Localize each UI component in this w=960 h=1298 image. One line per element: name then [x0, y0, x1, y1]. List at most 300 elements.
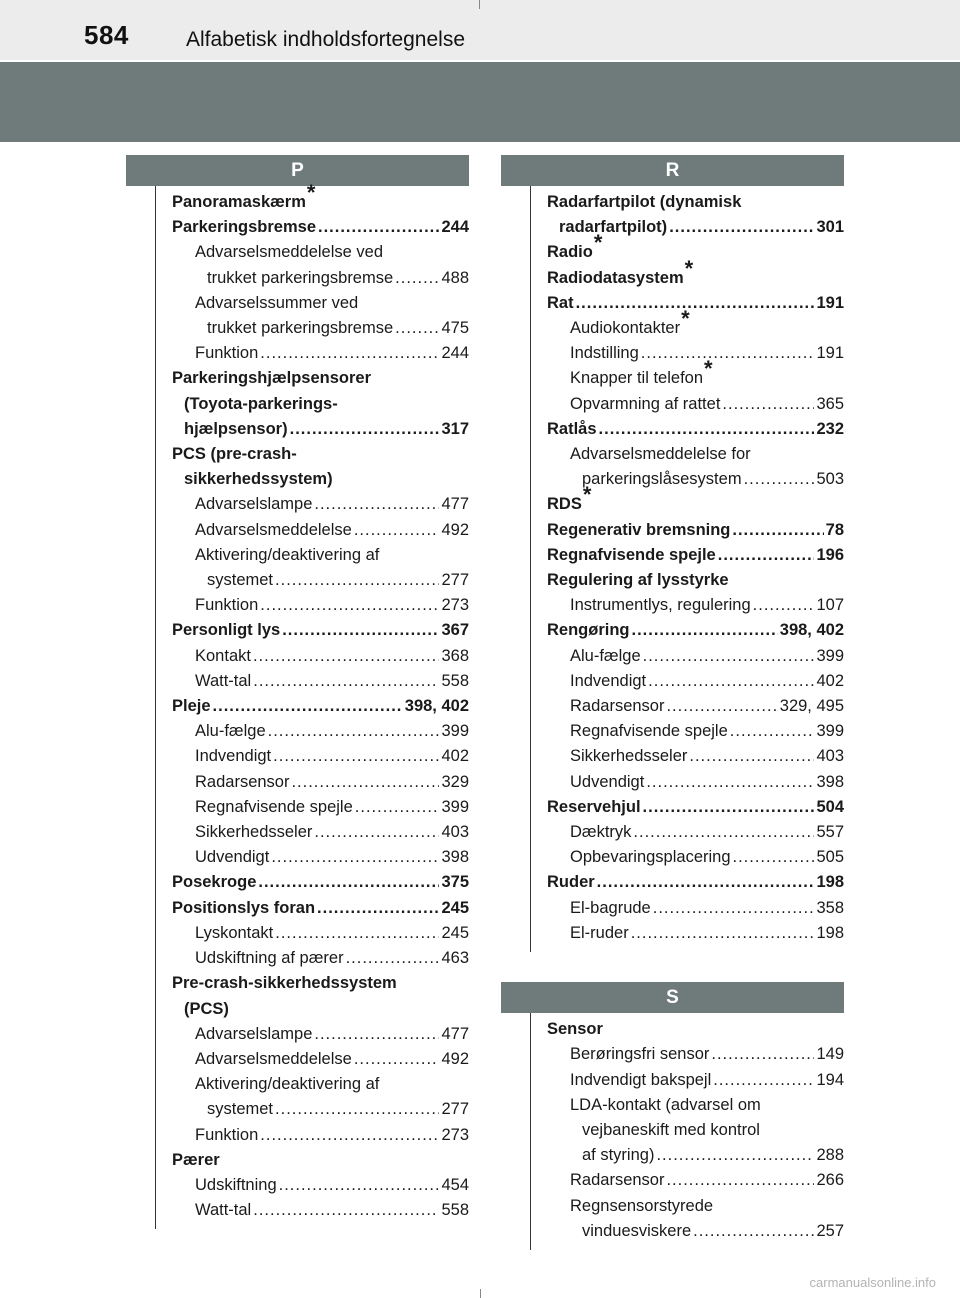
index-entry [547, 795, 844, 820]
asterisk-marker: * [593, 230, 603, 256]
entry-term [547, 482, 592, 517]
entry-page: 358 [816, 898, 844, 917]
entry-term [547, 870, 595, 895]
dot-leader [279, 1173, 440, 1198]
index-entry [547, 190, 844, 215]
entry-page: 277 [441, 1100, 469, 1119]
index-entry [172, 719, 469, 744]
entry-term [570, 341, 639, 366]
entry-page: 399 [441, 722, 469, 741]
entry-text: Funktion [195, 1125, 259, 1144]
entry-text: Parkeringsbremse [172, 218, 316, 237]
index-entry [172, 694, 469, 719]
entry-term [547, 518, 730, 543]
entry-text: Opbevaringsplacering [570, 848, 731, 867]
index-entry [172, 971, 469, 996]
dot-leader [730, 719, 815, 744]
asterisk-marker: * [704, 356, 713, 382]
entry-term [195, 543, 379, 568]
index-entry [547, 1143, 844, 1168]
entry-text: Regulering af lysstyrke [547, 571, 729, 590]
index-entry [172, 997, 469, 1022]
dot-leader [641, 341, 815, 366]
entry-term [570, 896, 651, 921]
entry-term [570, 1093, 761, 1118]
index-entry [547, 568, 844, 593]
entry-text: Sikkerhedsseler [570, 747, 688, 766]
entry-text: Instrumentlys, regulering [570, 596, 751, 615]
entry-term [207, 568, 273, 593]
dot-leader [753, 593, 815, 618]
index-entry [547, 820, 844, 845]
index-entry [547, 482, 844, 517]
entry-text: PCS (pre-crash- [172, 445, 297, 464]
index-entry [172, 518, 469, 543]
dot-leader [282, 618, 439, 643]
dot-leader [732, 518, 823, 543]
entry-text: Radarsensor [195, 772, 290, 791]
entry-term [570, 1042, 709, 1067]
entry-term [172, 971, 397, 996]
entry-text: Sensor [547, 1020, 603, 1039]
entry-text: Udskiftning [195, 1175, 277, 1194]
entry-text: Alu-fælge [195, 722, 266, 741]
entry-page: 365 [816, 394, 844, 413]
entry-term [547, 255, 694, 291]
entry-term [559, 215, 667, 240]
dot-leader [633, 820, 814, 845]
entry-term [184, 417, 288, 442]
dot-leader [669, 215, 814, 240]
index-entry [547, 306, 844, 341]
entry-page: 488 [441, 268, 469, 287]
entry-text: El-ruder [570, 923, 629, 942]
entry-text: LDA-kontakt (advarsel om [570, 1095, 761, 1114]
section-p [126, 155, 469, 1229]
entry-term [547, 1017, 603, 1042]
entry-term [570, 306, 690, 341]
entry-text: Sikkerhedsseler [195, 823, 313, 842]
index-entry [172, 1198, 469, 1223]
entry-term [570, 442, 751, 467]
entry-term [172, 366, 371, 391]
entry-text: Opvarmning af rattet [570, 394, 721, 413]
entry-term [570, 744, 687, 769]
entry-page: 402 [816, 671, 844, 690]
entry-page: 367 [441, 621, 469, 640]
entry-text: Dæktryk [570, 823, 632, 842]
entry-text: radarfartpilot) [559, 218, 668, 237]
dot-leader [273, 744, 439, 769]
entry-term [582, 467, 742, 492]
entry-text: Regnafvisende spejle [195, 797, 353, 816]
index-entry [172, 618, 469, 643]
dot-leader [317, 896, 439, 921]
section-entries [501, 186, 844, 952]
entry-page: 257 [816, 1221, 844, 1240]
index-entry [547, 392, 844, 417]
index-entry [547, 1042, 844, 1067]
entry-term [547, 190, 741, 215]
index-entry [547, 467, 844, 492]
dot-leader [722, 392, 814, 417]
entry-text: Radarfartpilot (dynamisk [547, 193, 742, 211]
entry-page: 398, 402 [404, 697, 469, 716]
index-entry [547, 921, 844, 946]
index-entry [547, 341, 844, 366]
dot-leader [291, 770, 439, 795]
index-entry [547, 870, 844, 895]
entry-text: Advarselsmeddelelse ved [195, 243, 384, 262]
entry-page: 277 [441, 571, 469, 590]
entry-term [195, 1123, 258, 1148]
dot-leader [260, 341, 439, 366]
entry-text: Positionslys foran [172, 898, 316, 917]
dot-leader [666, 694, 777, 719]
entry-text: Panoramaskærm [172, 193, 306, 211]
dot-leader [355, 795, 440, 820]
index-entry [547, 215, 844, 240]
entry-term [172, 896, 315, 921]
index-entry [172, 1022, 469, 1047]
entry-text: Rat [547, 293, 574, 312]
watermark: carmanualsonline.info [809, 1275, 936, 1290]
entry-text: Kontakt [195, 646, 251, 665]
dot-leader [318, 215, 439, 240]
dot-leader [275, 568, 439, 593]
entry-term [547, 568, 729, 593]
entry-term [570, 644, 641, 669]
dot-leader [271, 845, 439, 870]
index-entry [172, 845, 469, 870]
dot-leader [656, 1143, 814, 1168]
index-entry [172, 669, 469, 694]
entry-term [195, 921, 273, 946]
entry-page: 463 [441, 949, 469, 968]
entry-text: Radarsensor [570, 1171, 665, 1190]
entry-page: 194 [816, 1070, 844, 1089]
index-entry [172, 770, 469, 795]
entry-page: 245 [441, 898, 469, 917]
index-entry [547, 694, 844, 719]
index-entry [547, 744, 844, 769]
dot-leader [253, 669, 439, 694]
entry-text: Reservehjul [547, 797, 641, 816]
entry-text: Regnsensorstyrede [570, 1196, 714, 1215]
crop-mark [480, 1289, 481, 1298]
dot-leader [646, 770, 814, 795]
entry-term [195, 770, 289, 795]
entry-term [195, 341, 258, 366]
entry-page: 492 [441, 520, 469, 539]
dot-leader [597, 870, 815, 895]
entry-page: 398 [441, 848, 469, 867]
entry-text: Ruder [547, 873, 595, 892]
dot-leader [346, 946, 440, 971]
entry-text: Indvendigt [570, 671, 647, 690]
index-entry [547, 644, 844, 669]
entry-page: 558 [441, 671, 469, 690]
entry-page: 149 [816, 1045, 844, 1064]
entry-page: 196 [816, 545, 844, 564]
dot-leader [314, 492, 439, 517]
entry-page: 398, 402 [779, 621, 844, 640]
index-entry [547, 669, 844, 694]
section-r [501, 155, 844, 952]
dot-leader [689, 744, 814, 769]
section-entries [126, 180, 469, 1229]
entry-page: 375 [441, 873, 469, 892]
index-entry [547, 1118, 844, 1143]
dot-leader [395, 316, 439, 341]
index-entry [547, 442, 844, 467]
entry-text: hjælpsensor) [184, 419, 288, 438]
entry-term [207, 1097, 273, 1122]
index-entry [172, 392, 469, 417]
entry-term [570, 669, 646, 694]
entry-term [195, 946, 344, 971]
dot-leader [213, 694, 403, 719]
entry-page: 402 [441, 747, 469, 766]
entry-page: 403 [816, 747, 844, 766]
entry-page: 399 [816, 646, 844, 665]
dot-leader [653, 896, 815, 921]
entry-term [207, 266, 393, 291]
entry-text: Indvendigt [195, 747, 272, 766]
entry-text: Radiodatasystem [547, 268, 684, 287]
index-entry [172, 266, 469, 291]
index-entry [547, 1068, 844, 1093]
dot-leader [275, 1097, 439, 1122]
entry-term [184, 997, 229, 1022]
entry-text: Aktivering/deaktivering af [195, 545, 380, 564]
entry-term [184, 392, 338, 417]
index-entry [172, 341, 469, 366]
entry-text: El-bagrude [570, 898, 651, 917]
index-entry [547, 618, 844, 643]
section-s [501, 982, 844, 1250]
entry-term [195, 291, 358, 316]
entry-text: Alu-fælge [570, 646, 641, 665]
entry-term [195, 1047, 352, 1072]
header-band [0, 62, 960, 142]
index-entry [172, 870, 469, 895]
dot-leader [576, 291, 815, 316]
entry-page: 191 [816, 293, 844, 312]
entry-term [570, 1168, 664, 1193]
entry-page: 505 [816, 848, 844, 867]
entry-page: 266 [816, 1171, 844, 1190]
entry-text: trukket parkeringsbremse [207, 319, 394, 338]
index-entry [172, 1173, 469, 1198]
entry-term [570, 719, 728, 744]
index-entry [547, 255, 844, 291]
index-entry [172, 215, 469, 240]
entry-page: 399 [441, 797, 469, 816]
entry-text: Ratlås [547, 419, 597, 438]
entry-text: Advarselsmeddelelse [195, 1049, 352, 1068]
entry-page: 477 [441, 1024, 469, 1043]
entry-term [195, 593, 258, 618]
page-title: Alfabetisk indholdsfortegnelse [186, 28, 466, 51]
entry-text: Personligt lys [172, 621, 281, 640]
index-entry [547, 770, 844, 795]
entry-text: Audiokontakter [570, 319, 681, 338]
entry-page: 78 [825, 520, 844, 539]
entry-term [570, 593, 751, 618]
entry-page: 198 [816, 923, 844, 942]
entry-text: Advarselslampe [195, 495, 313, 514]
entry-text: Advarselsmeddelelse for [570, 445, 751, 464]
dot-leader [354, 1047, 440, 1072]
index-entry [547, 230, 844, 265]
index-entry [172, 593, 469, 618]
entry-page: 368 [441, 646, 469, 665]
entry-page: 288 [816, 1146, 844, 1165]
entry-page: 198 [816, 873, 844, 892]
entry-page: 504 [816, 797, 844, 816]
entry-text: Radio [547, 243, 593, 262]
section-letter: P [126, 155, 469, 186]
index-entry [172, 795, 469, 820]
entry-term [195, 820, 312, 845]
index-entry [172, 1123, 469, 1148]
index-entry [172, 180, 469, 215]
index-entry [547, 1017, 844, 1042]
entry-text: Advarselssummer ved [195, 293, 359, 312]
dot-leader [643, 795, 815, 820]
index-entry [172, 467, 469, 492]
entry-text: Udskiftning af pærer [195, 949, 344, 968]
entry-term [547, 618, 630, 643]
dot-leader [643, 644, 815, 669]
entry-page: 557 [816, 823, 844, 842]
entry-text: RDS [547, 495, 582, 514]
entry-term [195, 795, 353, 820]
entry-text: vinduesviskere [582, 1221, 692, 1240]
page-number: 584 [84, 20, 129, 50]
entry-text: Rengøring [547, 621, 630, 640]
asterisk-marker: * [582, 482, 592, 508]
dot-leader [632, 618, 778, 643]
entry-term [547, 417, 597, 442]
entry-term [547, 543, 716, 568]
entry-term [195, 240, 383, 265]
entry-text: Funktion [195, 596, 259, 615]
entry-term [195, 644, 251, 669]
index-entry [172, 921, 469, 946]
entry-term [570, 356, 713, 391]
dot-leader [314, 1022, 439, 1047]
index-entry [172, 1047, 469, 1072]
index-entry [172, 442, 469, 467]
entry-page: 454 [441, 1175, 469, 1194]
section-entries [501, 1013, 844, 1250]
entry-text: Udvendigt [195, 848, 270, 867]
entry-text: vejbaneskift med kontrol [582, 1120, 760, 1139]
entry-page: 273 [441, 1125, 469, 1144]
entry-text: Berøringsfri sensor [570, 1045, 710, 1064]
entry-page: 245 [441, 923, 469, 942]
entry-text: Lyskontakt [195, 923, 274, 942]
entry-page: 558 [441, 1201, 469, 1220]
entry-term [172, 180, 316, 215]
entry-term [570, 694, 664, 719]
dot-leader [314, 820, 439, 845]
entry-term [547, 230, 603, 265]
entry-text: Funktion [195, 344, 259, 363]
entry-text: Regenerativ bremsning [547, 520, 731, 539]
entry-term [195, 1198, 251, 1223]
section-letter: S [501, 982, 844, 1013]
entry-term [195, 518, 352, 543]
entry-term [195, 1173, 277, 1198]
entry-term [207, 316, 393, 341]
entry-page: 232 [816, 419, 844, 438]
entry-page: 399 [816, 722, 844, 741]
index-entry [547, 1168, 844, 1193]
index-entry [172, 1148, 469, 1173]
entry-page: 492 [441, 1049, 469, 1068]
section-letter: R [501, 155, 844, 186]
dot-leader [713, 1068, 814, 1093]
index-entry [547, 719, 844, 744]
index-entry [172, 1097, 469, 1122]
entry-term [172, 1148, 220, 1173]
index-entry [172, 946, 469, 971]
dot-leader [744, 467, 815, 492]
dot-leader [711, 1042, 814, 1067]
entry-page: 317 [441, 419, 469, 438]
index-entry [547, 1093, 844, 1118]
entry-text: Posekroge [172, 873, 257, 892]
entry-text: Udvendigt [570, 772, 645, 791]
dot-leader [648, 669, 814, 694]
entry-text: Radarsensor [570, 697, 665, 716]
dot-leader [290, 417, 440, 442]
index-entry [172, 291, 469, 316]
dot-leader [253, 1198, 439, 1223]
entry-term [195, 719, 266, 744]
entry-term [195, 845, 269, 870]
entry-page: 244 [441, 344, 469, 363]
entry-term [582, 1219, 691, 1244]
entry-text: Regnafvisende spejle [547, 545, 716, 564]
dot-leader [631, 921, 815, 946]
entry-term [547, 291, 574, 316]
dot-leader [268, 719, 440, 744]
index-entry [547, 356, 844, 391]
index-entry [172, 240, 469, 265]
entry-term [172, 442, 297, 467]
entry-page: 329 [441, 772, 469, 791]
index-entry [547, 1219, 844, 1244]
index-entry [547, 543, 844, 568]
index-entry [172, 820, 469, 845]
index-entry [172, 568, 469, 593]
index-entry [547, 1194, 844, 1219]
entry-page: 273 [441, 596, 469, 615]
entry-page: 403 [441, 823, 469, 842]
entry-text: Knapper til telefon [570, 369, 704, 388]
entry-term [172, 870, 256, 895]
entry-term [172, 618, 280, 643]
entry-term [172, 215, 316, 240]
entry-term [570, 845, 731, 870]
entry-page: 107 [816, 596, 844, 615]
asterisk-marker: * [681, 306, 690, 332]
entry-page: 301 [816, 218, 844, 237]
